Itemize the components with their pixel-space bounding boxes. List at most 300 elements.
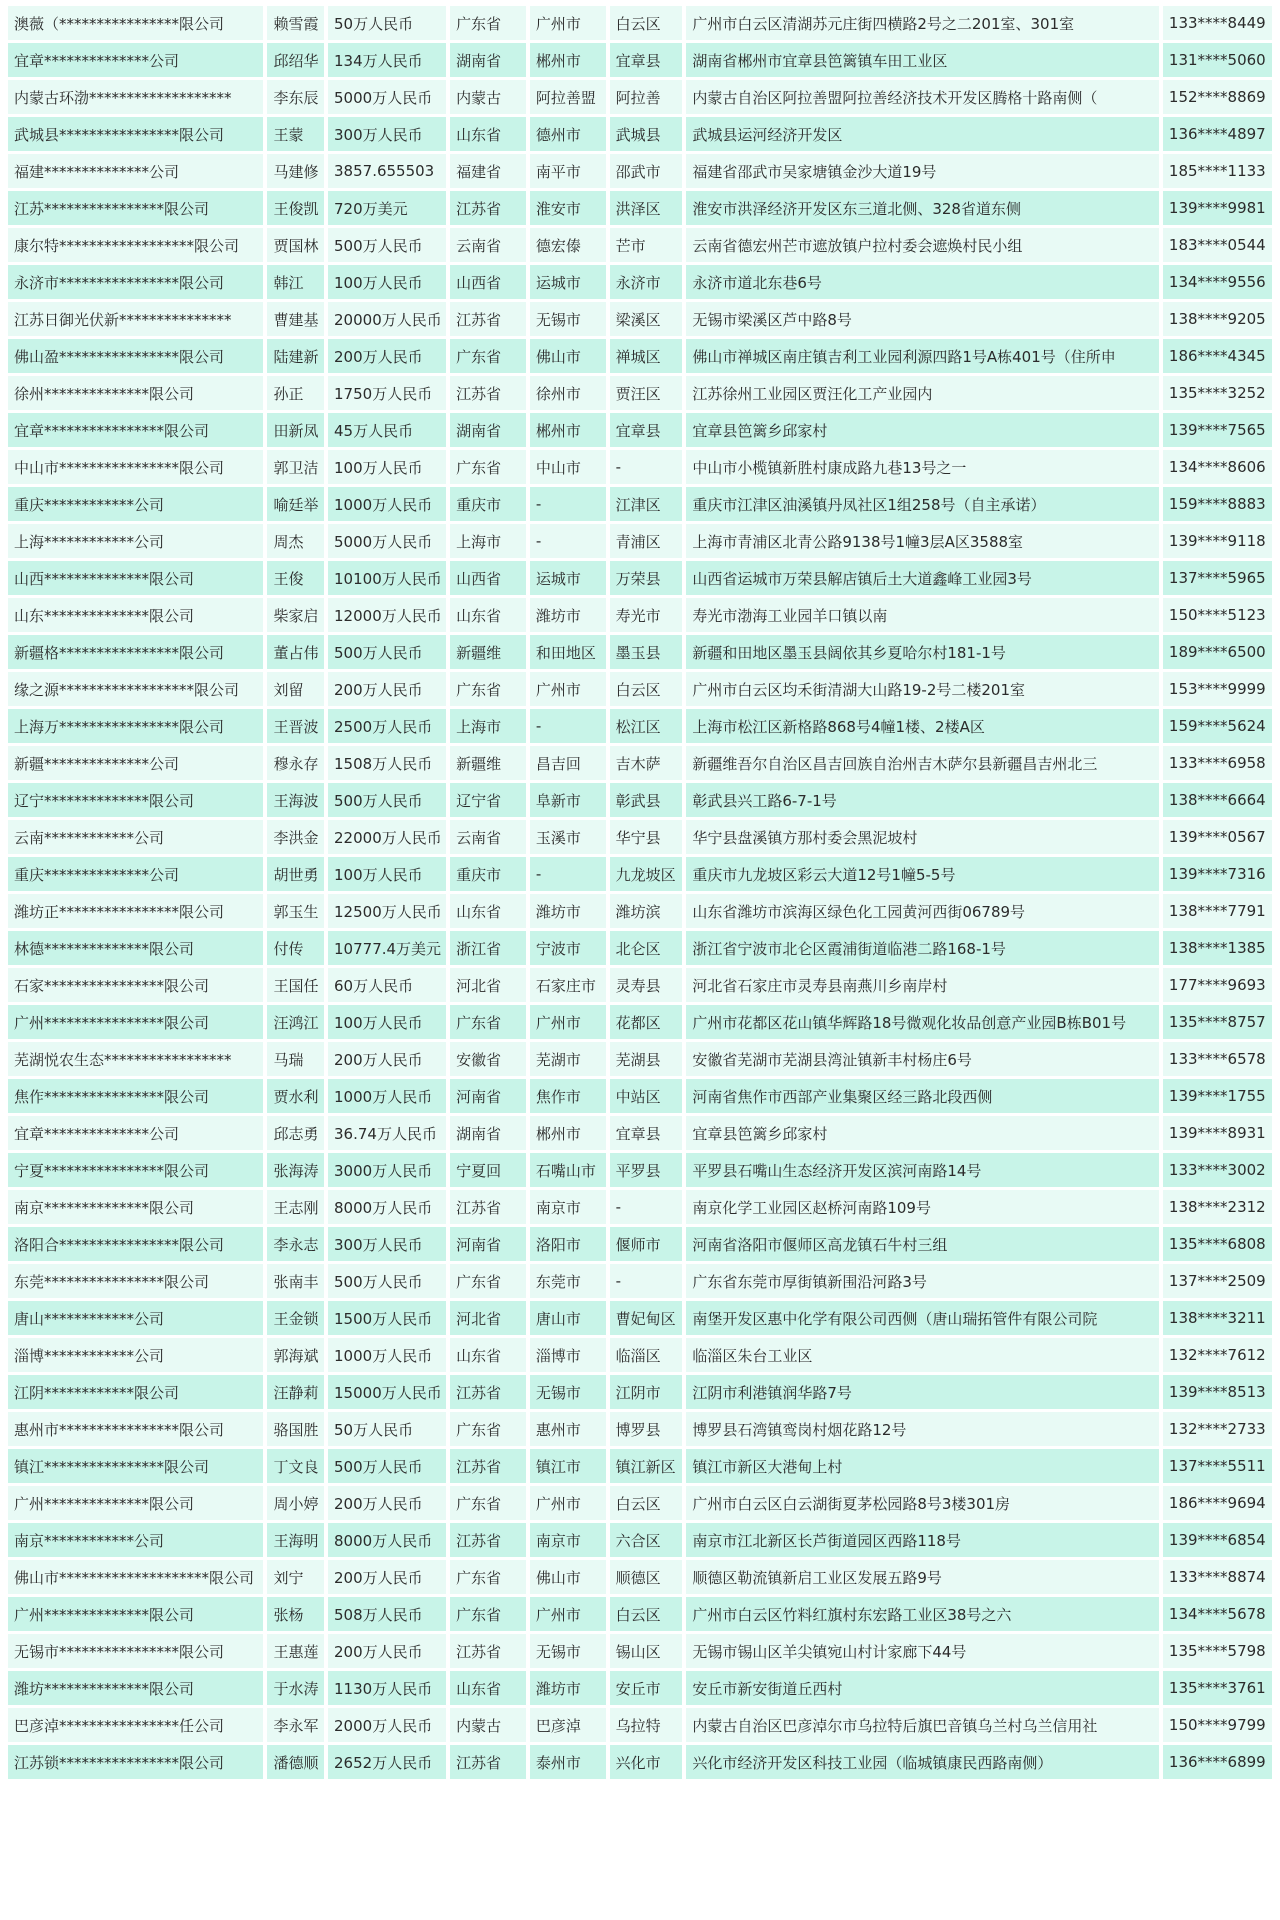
legal-person-cell: 张杨 [267,1597,324,1631]
table-row [8,1634,1272,1668]
district-cell: 华宁县 [610,820,683,854]
legal-person-cell: 李东辰 [267,80,324,114]
legal-person-cell: 马建修 [267,154,324,188]
legal-person-cell: 曹建基 [267,302,324,336]
phone-cell: 134****9556 [1163,265,1272,299]
table-row [8,1116,1272,1150]
registered-capital-cell: 2000万人民币 [328,1708,446,1742]
registered-capital-cell: 2652万人民币 [328,1745,446,1779]
phone-cell: 136****6899 [1163,1745,1272,1779]
province-cell: 浙江省 [450,931,526,965]
company-name-cell: 武城县****************限公司 [8,117,263,151]
city-cell: 郴州市 [530,1116,606,1150]
phone-cell: 138****1385 [1163,931,1272,965]
address-cell: 重庆市江津区油溪镇丹凤社区1组258号（自主承诺） [686,487,1159,521]
address-cell: 重庆市九龙坡区彩云大道12号1幢5-5号 [686,857,1159,891]
table-row [8,820,1272,854]
district-cell: 六合区 [610,1523,683,1557]
legal-person-cell: 王海明 [267,1523,324,1557]
province-cell: 新疆维 [450,746,526,780]
registered-capital-cell: 720万美元 [328,191,446,225]
table-row [8,1745,1272,1779]
province-cell: 江苏省 [450,302,526,336]
district-cell: 贾汪区 [610,376,683,410]
city-cell: 东莞市 [530,1264,606,1298]
legal-person-cell: 于水涛 [267,1671,324,1705]
phone-cell: 159****5624 [1163,709,1272,743]
district-cell: 宜章县 [610,43,683,77]
phone-cell: 185****1133 [1163,154,1272,188]
address-cell: 新疆维吾尔自治区昌吉回族自治州吉木萨尔县新疆昌吉州北三 [686,746,1159,780]
province-cell: 广东省 [450,6,526,40]
address-cell: 武城县运河经济开发区 [686,117,1159,151]
address-cell: 博罗县石湾镇鸾岗村烟花路12号 [686,1412,1159,1446]
province-cell: 河北省 [450,1301,526,1335]
company-name-cell: 南京**************限公司 [8,1190,263,1224]
address-cell: 河南省洛阳市偃师区高龙镇石牛村三组 [686,1227,1159,1261]
city-cell: 南京市 [530,1523,606,1557]
registered-capital-cell: 12500万人民币 [328,894,446,928]
legal-person-cell: 贾水利 [267,1079,324,1113]
company-name-cell: 徐州**************限公司 [8,376,263,410]
phone-cell: 131****5060 [1163,43,1272,77]
phone-cell: 186****9694 [1163,1486,1272,1520]
address-cell: 永济市道北东巷6号 [686,265,1159,299]
table-row [8,1153,1272,1187]
company-name-cell: 云南************公司 [8,820,263,854]
district-cell: 武城县 [610,117,683,151]
city-cell: 阜新市 [530,783,606,817]
legal-person-cell: 邱绍华 [267,43,324,77]
city-cell: 运城市 [530,561,606,595]
legal-person-cell: 王俊凯 [267,191,324,225]
legal-person-cell: 李永志 [267,1227,324,1261]
phone-cell: 134****8606 [1163,450,1272,484]
address-cell: 浙江省宁波市北仑区霞浦街道临港二路168-1号 [686,931,1159,965]
city-cell: 阿拉善盟 [530,80,606,114]
company-name-cell: 江阴************限公司 [8,1375,263,1409]
company-name-cell: 山西**************限公司 [8,561,263,595]
address-cell: 临淄区朱台工业区 [686,1338,1159,1372]
address-cell: 广东省东莞市厚街镇新围沿河路3号 [686,1264,1159,1298]
city-cell: 石家庄市 [530,968,606,1002]
legal-person-cell: 邱志勇 [267,1116,324,1150]
city-cell: 广州市 [530,1005,606,1039]
table-row [8,191,1272,225]
legal-person-cell: 周小婷 [267,1486,324,1520]
province-cell: 广东省 [450,339,526,373]
phone-cell: 135****3252 [1163,376,1272,410]
province-cell: 江苏省 [450,376,526,410]
province-cell: 广东省 [450,1560,526,1594]
table-row [8,1042,1272,1076]
address-cell: 广州市白云区白云湖街夏茅松园路8号3楼301房 [686,1486,1159,1520]
province-cell: 江苏省 [450,1634,526,1668]
district-cell: 芜湖县 [610,1042,683,1076]
legal-person-cell: 丁文良 [267,1449,324,1483]
address-cell: 广州市白云区均禾街清湖大山路19-2号二楼201室 [686,672,1159,706]
legal-person-cell: 汪鸿江 [267,1005,324,1039]
phone-cell: 139****7316 [1163,857,1272,891]
legal-person-cell: 刘留 [267,672,324,706]
phone-cell: 177****9693 [1163,968,1272,1002]
registered-capital-cell: 1000万人民币 [328,1338,446,1372]
province-cell: 广东省 [450,1005,526,1039]
registered-capital-cell: 300万人民币 [328,117,446,151]
phone-cell: 133****3002 [1163,1153,1272,1187]
district-cell: 禅城区 [610,339,683,373]
registered-capital-cell: 1508万人民币 [328,746,446,780]
city-cell: 唐山市 [530,1301,606,1335]
district-cell: 邵武市 [610,154,683,188]
table-row [8,80,1272,114]
legal-person-cell: 郭卫洁 [267,450,324,484]
company-name-cell: 巴彦淖****************任公司 [8,1708,263,1742]
province-cell: 山东省 [450,894,526,928]
legal-person-cell: 喻廷举 [267,487,324,521]
district-cell: 彰武县 [610,783,683,817]
district-cell: 白云区 [610,6,683,40]
registered-capital-cell: 10100万人民币 [328,561,446,595]
district-cell: 曹妃甸区 [610,1301,683,1335]
district-cell: 偃师市 [610,1227,683,1261]
address-cell: 无锡市梁溪区芦中路8号 [686,302,1159,336]
company-name-cell: 佛山市********************限公司 [8,1560,263,1594]
phone-cell: 137****2509 [1163,1264,1272,1298]
province-cell: 江苏省 [450,191,526,225]
company-table [4,3,1276,1782]
phone-cell: 139****9118 [1163,524,1272,558]
registered-capital-cell: 100万人民币 [328,265,446,299]
table-row [8,931,1272,965]
company-name-cell: 东莞****************限公司 [8,1264,263,1298]
table-row [8,1449,1272,1483]
province-cell: 山东省 [450,1338,526,1372]
province-cell: 云南省 [450,820,526,854]
table-row [8,1079,1272,1113]
province-cell: 江苏省 [450,1523,526,1557]
district-cell: - [610,450,683,484]
phone-cell: 136****4897 [1163,117,1272,151]
address-cell: 淮安市洪泽经济开发区东三道北侧、328省道东侧 [686,191,1159,225]
registered-capital-cell: 12000万人民币 [328,598,446,632]
city-cell: 淄博市 [530,1338,606,1372]
district-cell: 吉木萨 [610,746,683,780]
district-cell: 宜章县 [610,1116,683,1150]
legal-person-cell: 郭玉生 [267,894,324,928]
registered-capital-cell: 36.74万人民币 [328,1116,446,1150]
phone-cell: 150****9799 [1163,1708,1272,1742]
legal-person-cell: 张海涛 [267,1153,324,1187]
address-cell: 云南省德宏州芒市遮放镇户拉村委会遮焕村民小组 [686,228,1159,262]
table-row [8,43,1272,77]
phone-cell: 183****0544 [1163,228,1272,262]
province-cell: 河南省 [450,1227,526,1261]
city-cell: - [530,709,606,743]
district-cell: 江阴市 [610,1375,683,1409]
registered-capital-cell: 3857.655503 [328,154,446,188]
registered-capital-cell: 1500万人民币 [328,1301,446,1335]
city-cell: 南平市 [530,154,606,188]
address-cell: 平罗县石嘴山生态经济开发区滨河南路14号 [686,1153,1159,1187]
district-cell: 锡山区 [610,1634,683,1668]
city-cell: 广州市 [530,1597,606,1631]
table-row [8,339,1272,373]
district-cell: 寿光市 [610,598,683,632]
table-row [8,1338,1272,1372]
company-name-cell: 广州**************限公司 [8,1597,263,1631]
city-cell: 中山市 [530,450,606,484]
phone-cell: 135****3761 [1163,1671,1272,1705]
legal-person-cell: 汪静莉 [267,1375,324,1409]
company-name-cell: 江苏日御光伏新*************** [8,302,263,336]
company-name-cell: 惠州市****************限公司 [8,1412,263,1446]
city-cell: 潍坊市 [530,598,606,632]
legal-person-cell: 王金锁 [267,1301,324,1335]
company-name-cell: 无锡市****************限公司 [8,1634,263,1668]
registered-capital-cell: 5000万人民币 [328,80,446,114]
legal-person-cell: 周杰 [267,524,324,558]
registered-capital-cell: 3000万人民币 [328,1153,446,1187]
legal-person-cell: 潘德顺 [267,1745,324,1779]
table-row [8,376,1272,410]
registered-capital-cell: 15000万人民币 [328,1375,446,1409]
phone-cell: 138****2312 [1163,1190,1272,1224]
province-cell: 山西省 [450,265,526,299]
table-row [8,1560,1272,1594]
company-name-cell: 中山市****************限公司 [8,450,263,484]
legal-person-cell: 王惠莲 [267,1634,324,1668]
table-row [8,1375,1272,1409]
city-cell: 石嘴山市 [530,1153,606,1187]
city-cell: 广州市 [530,1486,606,1520]
phone-cell: 186****4345 [1163,339,1272,373]
phone-cell: 139****0567 [1163,820,1272,854]
city-cell: - [530,487,606,521]
city-cell: 宁波市 [530,931,606,965]
legal-person-cell: 骆国胜 [267,1412,324,1446]
table-row [8,1412,1272,1446]
address-cell: 南京市江北新区长芦街道园区西路118号 [686,1523,1159,1557]
registered-capital-cell: 2500万人民币 [328,709,446,743]
table-row [8,1671,1272,1705]
company-name-cell: 潍坊正****************限公司 [8,894,263,928]
district-cell: 白云区 [610,1486,683,1520]
registered-capital-cell: 500万人民币 [328,783,446,817]
table-row [8,1708,1272,1742]
city-cell: 洛阳市 [530,1227,606,1261]
district-cell: 墨玉县 [610,635,683,669]
city-cell: 南京市 [530,1190,606,1224]
legal-person-cell: 董占伟 [267,635,324,669]
address-cell: 河南省焦作市西部产业集聚区经三路北段西侧 [686,1079,1159,1113]
table-row [8,1301,1272,1335]
registered-capital-cell: 8000万人民币 [328,1523,446,1557]
registered-capital-cell: 100万人民币 [328,1005,446,1039]
province-cell: 山东省 [450,1671,526,1705]
address-cell: 河北省石家庄市灵寿县南燕川乡南岸村 [686,968,1159,1002]
phone-cell: 139****7565 [1163,413,1272,447]
table-row [8,1486,1272,1520]
registered-capital-cell: 500万人民币 [328,635,446,669]
province-cell: 内蒙古 [450,80,526,114]
registered-capital-cell: 20000万人民币 [328,302,446,336]
table-body [8,6,1272,1779]
table-row [8,1005,1272,1039]
province-cell: 广东省 [450,1486,526,1520]
address-cell: 广州市白云区竹料红旗村东宏路工业区38号之六 [686,1597,1159,1631]
province-cell: 广东省 [450,672,526,706]
address-cell: 佛山市禅城区南庄镇吉利工业园利源四路1号A栋401号（住所申 [686,339,1159,373]
city-cell: 焦作市 [530,1079,606,1113]
registered-capital-cell: 200万人民币 [328,1560,446,1594]
district-cell: - [610,1264,683,1298]
table-row [8,968,1272,1002]
table-row [8,1264,1272,1298]
city-cell: 郴州市 [530,43,606,77]
district-cell: 花都区 [610,1005,683,1039]
district-cell: 博罗县 [610,1412,683,1446]
phone-cell: 137****5965 [1163,561,1272,595]
city-cell: 无锡市 [530,1375,606,1409]
registered-capital-cell: 200万人民币 [328,1042,446,1076]
district-cell: 江津区 [610,487,683,521]
province-cell: 湖南省 [450,43,526,77]
phone-cell: 138****6664 [1163,783,1272,817]
table-row [8,635,1272,669]
registered-capital-cell: 1000万人民币 [328,487,446,521]
company-name-cell: 澳薇（****************限公司 [8,6,263,40]
city-cell: 和田地区 [530,635,606,669]
legal-person-cell: 胡世勇 [267,857,324,891]
registered-capital-cell: 134万人民币 [328,43,446,77]
registered-capital-cell: 200万人民币 [328,1634,446,1668]
district-cell: 白云区 [610,1597,683,1631]
district-cell: 灵寿县 [610,968,683,1002]
address-cell: 山东省潍坊市滨海区绿色化工园黄河西街06789号 [686,894,1159,928]
province-cell: 河南省 [450,1079,526,1113]
phone-cell: 189****6500 [1163,635,1272,669]
district-cell: 顺德区 [610,1560,683,1594]
table-row [8,746,1272,780]
company-name-cell: 江苏****************限公司 [8,191,263,225]
legal-person-cell: 穆永存 [267,746,324,780]
province-cell: 江苏省 [450,1745,526,1779]
phone-cell: 139****9981 [1163,191,1272,225]
table-row [8,672,1272,706]
registered-capital-cell: 200万人民币 [328,672,446,706]
district-cell: 乌拉特 [610,1708,683,1742]
address-cell: 华宁县盘溪镇方那村委会黑泥坡村 [686,820,1159,854]
phone-cell: 139****1755 [1163,1079,1272,1113]
registered-capital-cell: 508万人民币 [328,1597,446,1631]
table-row [8,1523,1272,1557]
province-cell: 宁夏回 [450,1153,526,1187]
table-row [8,228,1272,262]
phone-cell: 138****3211 [1163,1301,1272,1335]
address-cell: 无锡市锡山区羊尖镇宛山村计家廊下44号 [686,1634,1159,1668]
province-cell: 山西省 [450,561,526,595]
province-cell: 福建省 [450,154,526,188]
province-cell: 上海市 [450,709,526,743]
address-cell: 江苏徐州工业园区贾汪化工产业园内 [686,376,1159,410]
company-name-cell: 洛阳合****************限公司 [8,1227,263,1261]
city-cell: 郴州市 [530,413,606,447]
city-cell: 广州市 [530,672,606,706]
city-cell: 运城市 [530,265,606,299]
province-cell: 内蒙古 [450,1708,526,1742]
address-cell: 上海市松江区新格路868号4幢1楼、2楼A区 [686,709,1159,743]
district-cell: 临淄区 [610,1338,683,1372]
district-cell: 安丘市 [610,1671,683,1705]
company-name-cell: 焦作****************限公司 [8,1079,263,1113]
district-cell: 永济市 [610,265,683,299]
district-cell: 平罗县 [610,1153,683,1187]
city-cell: 巴彦淖 [530,1708,606,1742]
company-name-cell: 内蒙古环渤******************* [8,80,263,114]
company-name-cell: 镇江****************限公司 [8,1449,263,1483]
city-cell: 佛山市 [530,339,606,373]
table-row [8,1190,1272,1224]
phone-cell: 133****6578 [1163,1042,1272,1076]
address-cell: 彰武县兴工路6-7-1号 [686,783,1159,817]
registered-capital-cell: 5000万人民币 [328,524,446,558]
province-cell: 湖南省 [450,1116,526,1150]
table-row [8,117,1272,151]
registered-capital-cell: 200万人民币 [328,339,446,373]
province-cell: 江苏省 [450,1375,526,1409]
company-name-cell: 康尔特******************限公司 [8,228,263,262]
table-row [8,894,1272,928]
phone-cell: 138****7791 [1163,894,1272,928]
city-cell: 德宏傣 [530,228,606,262]
address-cell: 顺德区勒流镇新启工业区发展五路9号 [686,1560,1159,1594]
district-cell: 宜章县 [610,413,683,447]
registered-capital-cell: 8000万人民币 [328,1190,446,1224]
phone-cell: 135****6808 [1163,1227,1272,1261]
address-cell: 安丘市新安街道丘西村 [686,1671,1159,1705]
table-row [8,709,1272,743]
phone-cell: 133****8449 [1163,6,1272,40]
legal-person-cell: 李永军 [267,1708,324,1742]
district-cell: - [610,1190,683,1224]
province-cell: 安徽省 [450,1042,526,1076]
legal-person-cell: 刘宁 [267,1560,324,1594]
company-name-cell: 福建**************公司 [8,154,263,188]
legal-person-cell: 王晋波 [267,709,324,743]
legal-person-cell: 马瑞 [267,1042,324,1076]
company-name-cell: 广州****************限公司 [8,1005,263,1039]
registered-capital-cell: 60万人民币 [328,968,446,1002]
address-cell: 新疆和田地区墨玉县阔依其乡夏哈尔村181-1号 [686,635,1159,669]
address-cell: 镇江市新区大港甸上村 [686,1449,1159,1483]
city-cell: 潍坊市 [530,1671,606,1705]
address-cell: 江阴市利港镇润华路7号 [686,1375,1159,1409]
address-cell: 湖南省郴州市宜章县笆篱镇车田工业区 [686,43,1159,77]
table-row [8,265,1272,299]
address-cell: 内蒙古自治区阿拉善盟阿拉善经济技术开发区腾格十路南侧（ [686,80,1159,114]
legal-person-cell: 陆建新 [267,339,324,373]
table-row [8,302,1272,336]
table-row [8,487,1272,521]
district-cell: 潍坊滨 [610,894,683,928]
phone-cell: 133****8874 [1163,1560,1272,1594]
province-cell: 重庆市 [450,487,526,521]
phone-cell: 159****8883 [1163,487,1272,521]
legal-person-cell: 王俊 [267,561,324,595]
company-name-cell: 宜章****************限公司 [8,413,263,447]
province-cell: 广东省 [450,1412,526,1446]
